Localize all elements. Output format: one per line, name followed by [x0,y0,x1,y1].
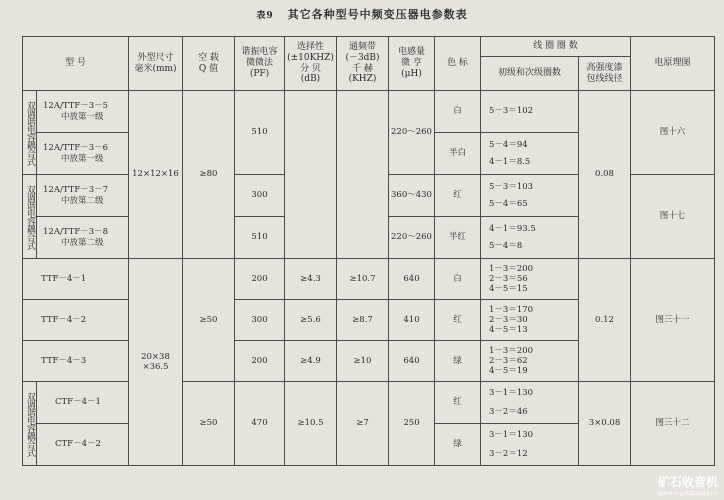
header-coil: 线 圈 圈 数 [481,37,631,57]
turns-cell: 3－1＝130 3－2＝12 [481,424,579,466]
table-row [23,259,715,300]
diagram-cell: 图十六 [631,91,715,175]
table-row [23,91,715,133]
cap-cell: 300 [235,175,285,217]
color-cell: 红 [435,382,481,424]
q-cell: ≥80 [183,91,235,259]
cap-cell: 300 [235,300,285,341]
sel-cell: ≥4.3 [285,259,337,300]
watermark [658,473,718,497]
header-row-1 [23,37,715,57]
ind-cell: 640 [389,341,435,382]
header-turns: 初级和次级圈数 [481,57,579,91]
turns-cell: 1－3＝200 2－3＝56 4－5＝15 [481,259,579,300]
turns-cell: 5－4＝94 4－1＝8.5 [481,133,579,175]
color-cell: 绿 [435,424,481,466]
turns-cell: 4－1＝93.5 5－4＝8 [481,217,579,259]
bw-cell: ≥10.7 [337,259,389,300]
color-cell: 白 [435,259,481,300]
model-cell: TTF－4－2 [23,300,129,341]
ind-cell: 220～260 [389,217,435,259]
wire-cell: 0.08 [579,91,631,259]
bw-cell [337,91,389,259]
parameter-table [22,36,715,466]
size-cell: 20×38 ×36.5 [129,259,183,466]
table-caption: 其它各种型号中频变压器电参数表 [287,8,468,21]
color-cell: 白 [435,91,481,133]
ind-cell: 640 [389,259,435,300]
wire-cell: 0.12 [579,259,631,382]
color-cell: 绿 [435,341,481,382]
color-cell: 半红 [435,217,481,259]
cap-cell: 510 [235,217,285,259]
group-label: 双调谐电容耦合式 [23,382,37,466]
diagram-cell: 图十七 [631,175,715,259]
cap-cell: 510 [235,91,285,175]
ind-cell: 250 [389,382,435,466]
diagram-cell: 图三十二 [631,382,715,466]
color-cell: 半白 [435,133,481,175]
bw-cell: ≥8.7 [337,300,389,341]
turns-cell: 1－3＝200 2－3＝62 4－5＝19 [481,341,579,382]
header-inductance: 电感量 微 亨 (μH) [389,37,435,91]
turns-cell: 5－3＝102 [481,91,579,133]
q-cell: ≥50 [183,259,235,382]
header-bandwidth: 通频带 (－3dB) 千 赫 (KHZ) [337,37,389,91]
table-title [0,6,724,22]
cap-cell: 200 [235,341,285,382]
sel-cell: ≥4.9 [285,341,337,382]
model-cell: TTF－4－3 [23,341,129,382]
model-cell: TTF－4－1 [23,259,129,300]
model-cell: 12A/TTF－3－5 中放第一级 [37,91,129,133]
sel-cell [285,91,337,259]
q-cell: ≥50 [183,382,235,466]
header-wire: 高强度漆 包线线径 [579,57,631,91]
sel-cell: ≥5.6 [285,300,337,341]
size-cell: 12×12×16 [129,91,183,259]
header-capacitance: 谐振电容 微微法 (PF) [235,37,285,91]
model-cell: CTF－4－2 [37,424,129,466]
model-cell: CTF－4－1 [37,382,129,424]
group-label: 双调谐电容耦合式 [23,91,37,175]
model-cell: 12A/TTF－3－7 中放第二级 [37,175,129,217]
group-label: 双调谐电容耦合式 [23,175,37,259]
color-cell: 红 [435,175,481,217]
header-diagram: 电原理图 [631,37,715,91]
watermark-url: www.crystalradio.cn [657,490,718,497]
turns-cell: 3－1＝130 3－2＝46 [481,382,579,424]
turns-cell: 1－3＝170 2－3＝30 4－5＝13 [481,300,579,341]
turns-cell: 5－3＝103 5－4＝65 [481,175,579,217]
header-model: 型 号 [23,37,129,91]
model-cell: 12A/TTF－3－8 中放第二级 [37,217,129,259]
sel-cell: ≥10.5 [285,382,337,466]
watermark-text: 矿石收音机 [657,475,718,489]
color-cell: 红 [435,300,481,341]
table-number: 表9 [256,11,274,21]
ind-cell: 360～430 [389,175,435,217]
bw-cell: ≥10 [337,341,389,382]
table-row [23,382,715,424]
bw-cell: ≥7 [337,382,389,466]
header-color: 色 标 [435,37,481,91]
ind-cell: 220～260 [389,91,435,175]
cap-cell: 470 [235,382,285,466]
model-cell: 12A/TTF－3－6 中放第一级 [37,133,129,175]
header-selectivity: 选择性 (±10KHZ) 分 贝 (dB) [285,37,337,91]
diagram-cell: 图三十一 [631,259,715,382]
header-q: 空 载 Q 值 [183,37,235,91]
header-size: 外型尺寸 毫米(mm) [129,37,183,91]
ind-cell: 410 [389,300,435,341]
cap-cell: 200 [235,259,285,300]
wire-cell: 3×0.08 [579,382,631,466]
